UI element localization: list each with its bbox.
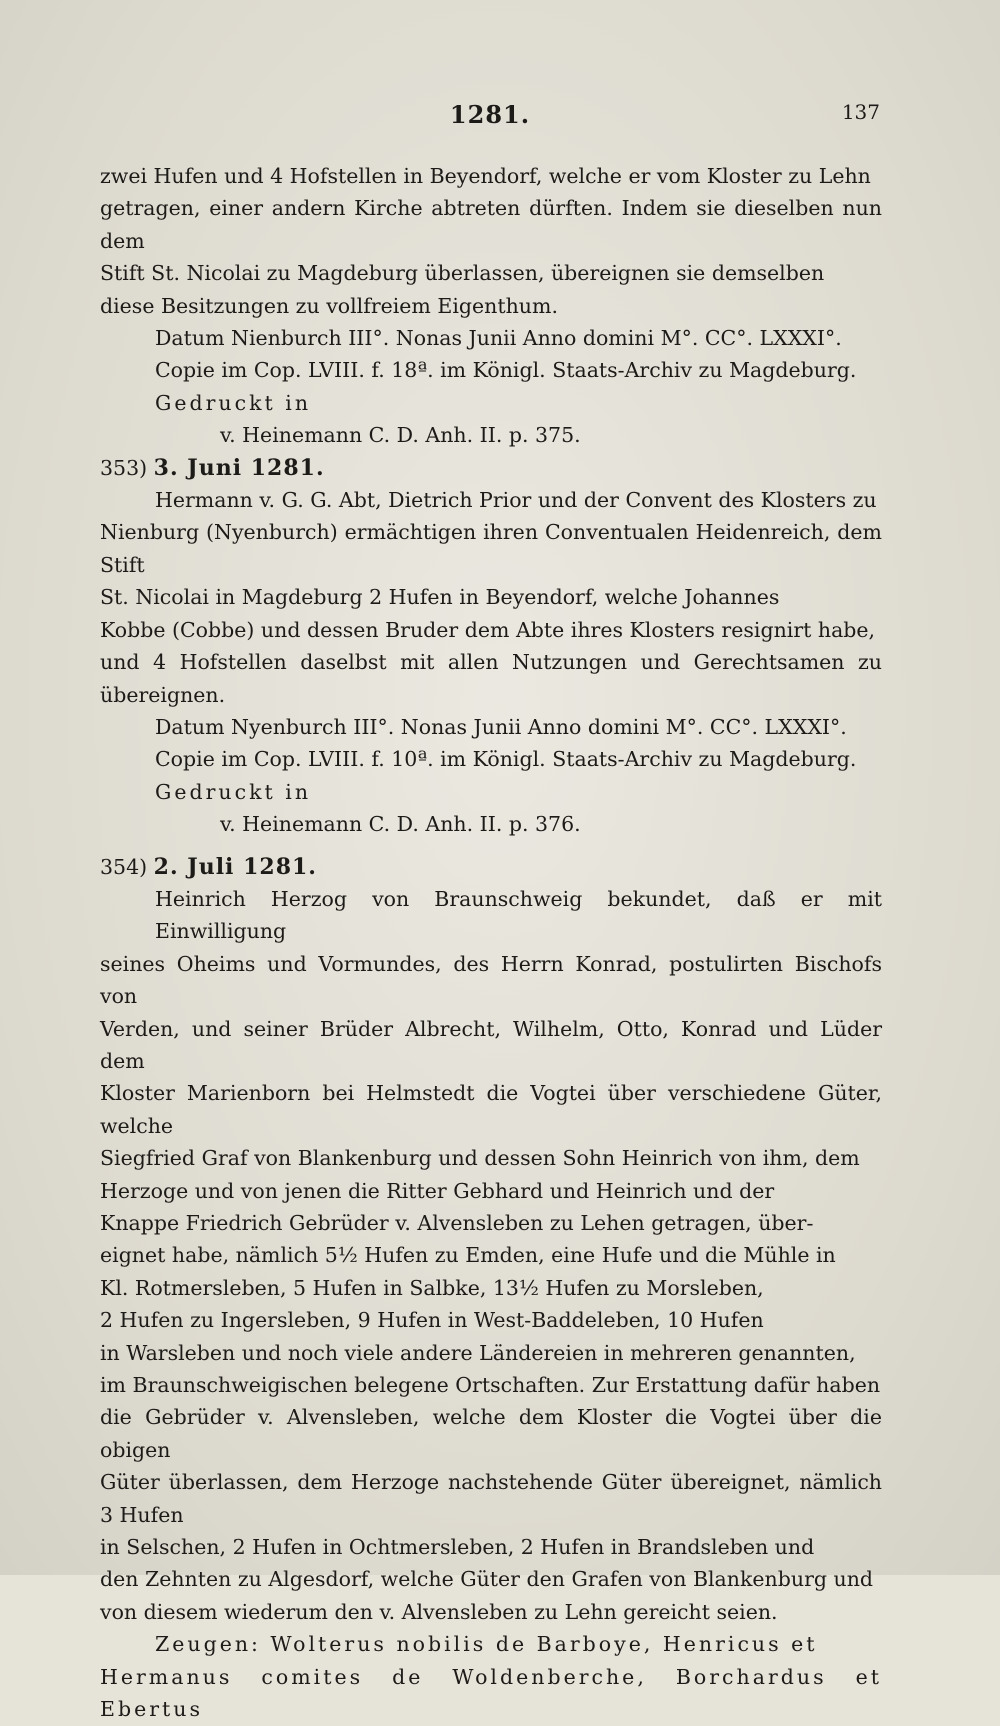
text-line: in Selschen, 2 Hufen in Ochtmersleben, 2 Hufen in Brandsleben und (100, 1535, 815, 1560)
text-line: Nienburg (Nyenburch) ermächtigen ihren Conventualen Heidenreich, dem Stift (100, 520, 882, 577)
datum-line: Datum Nienburch III°. Nonas Junii Anno domini M°. CC°. LXXXI°. (155, 326, 842, 351)
text-line: 2 Hufen zu Ingersleben, 9 Hufen in West-Baddeleben, 10 Hufen (100, 1308, 764, 1333)
text-line: Hermanus comites de Woldenberche, Borchardus et Ebertus (100, 1664, 882, 1722)
text-line: seines Oheims und Vormundes, des Herrn Konrad, postulirten Bischofs von (100, 951, 882, 1009)
copie-line: Copie im Cop. LVIII. f. 18ª. im Königl. Staats-Archiv zu Magdeburg. (155, 358, 857, 383)
doc-353-paragraph (100, 484, 882, 711)
text-line: Knappe Friedrich Gebrüder v. Alvensleben zu Lehen getragen, über- (100, 1211, 814, 1235)
doc-354-heading (100, 851, 882, 883)
datum-line: Datum Nyenburch III°. Nonas Junii Anno domini M°. CC°. LXXXI°. (155, 714, 847, 739)
doc-354-paragraph (100, 883, 882, 1628)
page-number: 137 (841, 100, 880, 124)
doc-date: 2. Juli 1281. (153, 853, 317, 880)
gedruckt-line: Gedruckt in (155, 779, 312, 804)
text-line: die Gebrüder v. Alvensleben, welche dem Kloster die Vogtei über die obigen (100, 1405, 882, 1462)
doc-number: 354) (100, 854, 148, 879)
body-text (100, 160, 882, 1726)
text-line: Hermann v. G. G. Abt, Dietrich Prior und der Convent des Klosters zu (155, 488, 877, 513)
text-line: Verden, und seiner Brüder Albrecht, Wilhelm, Otto, Konrad und Lüder dem (100, 1016, 882, 1073)
text-line: getragen, einer andern Kirche abtreten dürften. Indem sie dieselben nun dem (100, 196, 882, 253)
text-line: Siegfried Graf von Blankenburg und dessen Sohn Heinrich von ihm, dem (100, 1146, 860, 1171)
text-line: und 4 Hofstellen daselbst mit allen Nutzungen und Gerechtsamen zu übereignen. (100, 650, 882, 707)
text-line: von diesem wiederum den v. Alvensleben zu Lehn gereicht seien. (100, 1599, 778, 1624)
text-line: Kobbe (Cobbe) und dessen Bruder dem Abte ihres Klosters resignirt habe, (100, 617, 876, 642)
doc-352-paragraph (100, 160, 882, 322)
text-line: Herzoge und von jenen die Ritter Gebhard und Heinrich und der (100, 1178, 775, 1203)
page-header (100, 100, 880, 134)
witnesses-paragraph (100, 1628, 882, 1725)
text-line: Heinrich Herzog von Braunschweig bekundet, daß er mit Einwilligung (155, 886, 882, 944)
text-line: im Braunschweigischen belegene Ortschaften. Zur Erstattung dafür haben (100, 1373, 881, 1398)
text-line: Zeugen: Wolterus nobilis de Barboye, Henricus et (155, 1632, 818, 1657)
reference-line: v. Heinemann C. D. Anh. II. p. 376. (220, 812, 581, 837)
doc-date: 3. Juni 1281. (153, 454, 325, 481)
text-line: Güter überlassen, dem Herzoge nachstehende Güter übereignet, nämlich 3 Hufen (100, 1470, 882, 1527)
gedruckt-line: Gedruckt in (155, 390, 312, 415)
text-line: St. Nicolai in Magdeburg 2 Hufen in Beyendorf, welche Johannes (100, 585, 780, 610)
text-line: den Zehnten zu Algesdorf, welche Güter den Grafen von Blankenburg und (100, 1567, 874, 1592)
reference-line: v. Heinemann C. D. Anh. II. p. 375. (220, 423, 581, 448)
text-line: Stift St. Nicolai zu Magdeburg überlassen, übereignen sie demselben (100, 261, 825, 286)
copie-line: Copie im Cop. LVIII. f. 10ª. im Königl. Staats-Archiv zu Magdeburg. (155, 747, 857, 772)
text-line: in Warsleben und noch viele andere Ländereien in mehreren genannten, (100, 1340, 856, 1365)
text-line: zwei Hufen und 4 Hofstellen in Beyendorf, welche er vom Kloster zu Lehn (100, 164, 871, 188)
text-line: diese Besitzungen zu vollfreiem Eigenthum. (100, 293, 558, 318)
running-header-year: 1281. (449, 100, 531, 129)
text-line: Kloster Marienborn bei Helmstedt die Vogtei über verschiedene Güter, welche (100, 1081, 882, 1138)
text-line: Kl. Rotmersleben, 5 Hufen in Salbke, 13½ Hufen zu Morsleben, (100, 1275, 764, 1300)
text-line: eignet habe, nämlich 5½ Hufen zu Emden, eine Hufe und die Mühle in (100, 1243, 836, 1268)
doc-number: 353) (100, 455, 148, 480)
doc-353-heading (100, 452, 882, 484)
